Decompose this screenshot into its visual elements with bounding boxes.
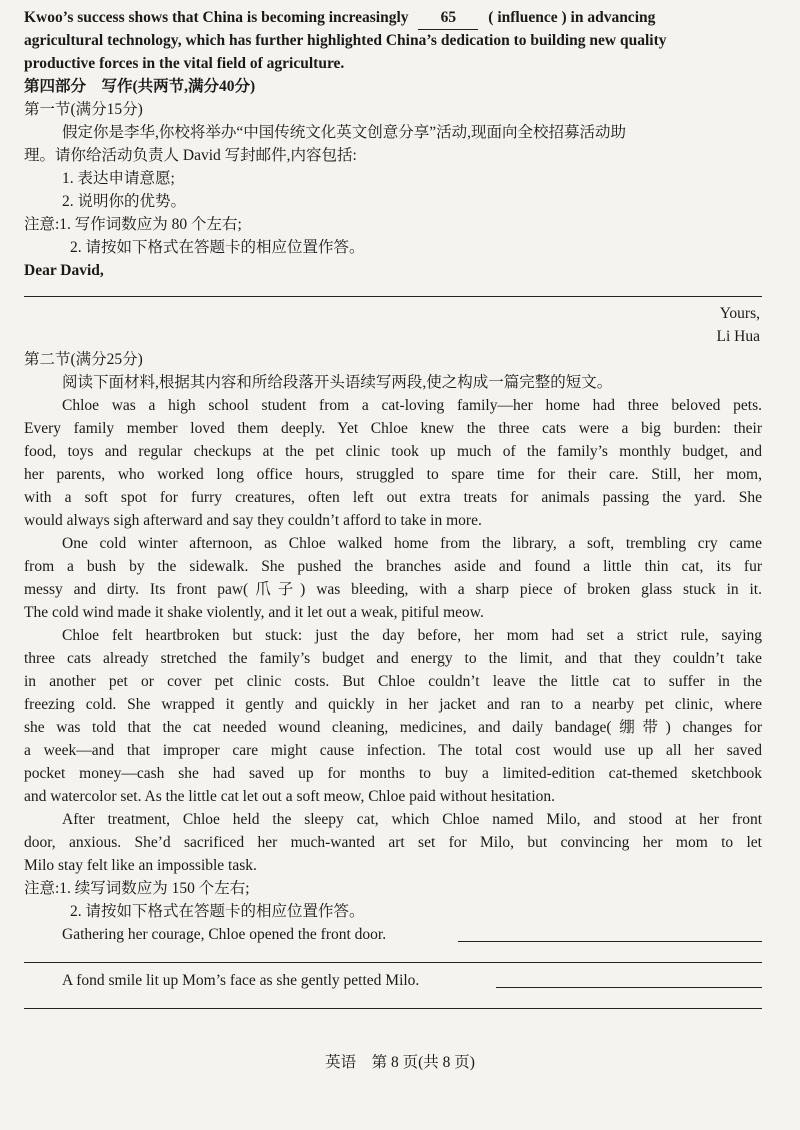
top-line-1-end: in advancing [570, 9, 656, 26]
continuation-answer-line-2 [24, 962, 762, 963]
story-p4-line-3: Milo stay felt like an impossible task. [24, 857, 257, 874]
section-1-prompt-line-1: 假定你是李华,你校将举办“中国传统文化英文创意分享”活动,现面向全校招募活动助 [62, 124, 627, 141]
story-p3-line-6: a week—and that improper care might cause infection. The total cost would use up all her saved [24, 742, 762, 759]
story-p1-line-1: Chloe was a high school student from a cat-loving family—her home had three beloved pets. [62, 397, 762, 414]
story-p3-line-8: and watercolor set. As the little cat let out a soft meow, Chloe paid without hesitation. [24, 788, 556, 805]
top-line-3: productive forces in the vital field of agriculture. [24, 55, 345, 72]
letter-closing: Yours, [719, 305, 760, 322]
story-p3-line-7: pocket money—cash she had saved up for months to buy a limited-edition cat-themed sketchbook [24, 765, 762, 782]
top-line-2: agricultural technology, which has further highlighted China’s dedication to building new quality [24, 32, 667, 49]
top-line-1 [24, 6, 762, 30]
story-p3-line-1: Chloe felt heartbroken but stuck: just the day before, her mom had set a strict rule, saying [62, 627, 762, 644]
section-2-heading: 第二节(满分25分) [24, 351, 143, 368]
story-p2-line-4: The cold wind made it shake violently, and it let out a weak, pitiful meow. [24, 604, 484, 621]
story-p3-line-4: freezing cold. She wrapped it gently and quickly in her jacket and ran to a nearby pet clinic, where [24, 696, 762, 713]
story-p3-line-3: in another pet or cover pet clinic costs. But Chloe couldn’t leave the little cat to suffer in the [24, 673, 762, 690]
continuation-answer-line-1 [458, 941, 762, 942]
part-4-heading: 第四部分 写作(共两节,满分40分) [24, 78, 256, 95]
story-p1-line-4: her parents, who worked long office hours, struggled to spare time for their care. Still, her mom, [24, 466, 762, 483]
story-p3-line-5: she was told that the cat needed wound cleaning, medicines, and daily bandage(绷带) changes for [24, 719, 762, 736]
answer-blank-65: 65 [418, 6, 478, 30]
section-2-instruction: 阅读下面材料,根据其内容和所给段落开头语续写两段,使之构成一篇完整的短文。 [62, 374, 613, 391]
letter-signature: Li Hua [716, 328, 760, 345]
note-2: 2. 请按如下格式在答题卡的相应位置作答。 [70, 239, 365, 256]
story-p1-line-2: Every family member loved them deeply. Yet Chloe knew the three cats were a big burden: their [24, 420, 762, 437]
continuation-opener-1: Gathering her courage, Chloe opened the front door. [62, 926, 387, 943]
story-p2-line-1: One cold winter afternoon, as Chloe walked home from the library, a soft, trembling cry came [62, 535, 762, 552]
requirement-1: 1. 表达申请意愿; [62, 170, 175, 187]
story-p1-line-3: food, toys and regular checkups at the pet clinic took up much of the family’s monthly budget, and [24, 443, 762, 460]
section-2-note-1: 注意:1. 续写词数应为 150 个左右; [24, 880, 250, 897]
continuation-answer-line-4 [24, 1008, 762, 1009]
story-p2-line-2: from a bush by the sidewalk. She pushed the branches aside and found a little thin cat, its fur [24, 558, 762, 575]
continuation-opener-2: A fond smile lit up Mom’s face as she gently petted Milo. [62, 972, 420, 989]
note-1: 注意:1. 写作词数应为 80 个左右; [24, 216, 242, 233]
story-p1-line-5: with a soft spot for furry creatures, often left out extra treats for animals passing the yard. She [24, 489, 762, 506]
section-1-prompt-line-2: 理。请你给活动负责人 David 写封邮件,内容包括: [24, 147, 357, 164]
letter-greeting: Dear David, [24, 262, 104, 279]
story-p3-line-2: three cats already stretched the family’s budget and energy to the limit, and that they couldn’t take [24, 650, 762, 667]
story-p2-line-3: messy and dirty. Its front paw(爪子) was bleeding, with a sharp piece of broken glass stuck in it. [24, 581, 762, 598]
story-p1-line-6: would always sigh afterward and say they couldn’t afford to take in more. [24, 512, 482, 529]
continuation-answer-line-3 [496, 987, 762, 988]
requirement-2: 2. 说明你的优势。 [62, 193, 187, 210]
story-p4-line-1: After treatment, Chloe held the sleepy cat, which Chloe named Milo, and stood at her front [62, 811, 762, 828]
story-p4-line-2: door, anxious. She’d sacrificed her much-wanted art set for Milo, but convincing her mom to let [24, 834, 762, 851]
top-line-1-text: Kwoo’s success shows that China is becoming increasingly [24, 9, 409, 26]
section-2-note-2: 2. 请按如下格式在答题卡的相应位置作答。 [70, 903, 365, 920]
letter-answer-line [24, 296, 762, 297]
page-footer: 英语 第 8 页(共 8 页) [325, 1054, 475, 1071]
word-hint: ( influence ) [488, 9, 567, 26]
section-1-heading: 第一节(满分15分) [24, 101, 143, 118]
